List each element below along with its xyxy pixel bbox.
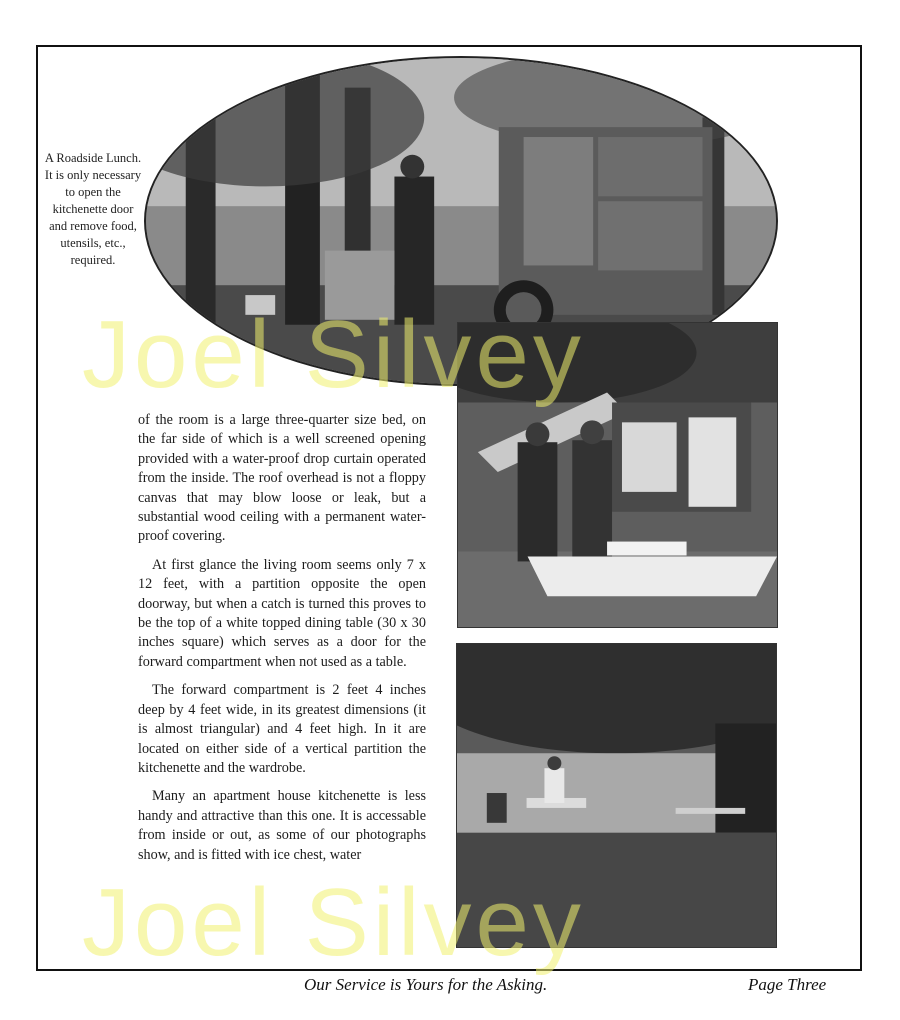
page-number: Page Three [748,975,827,994]
caption-title: A Roadside Lunch. [44,151,142,165]
footer-slogan: Our Service is Yours for the Asking. [304,975,548,994]
lakeside-camp-photo [456,643,777,948]
campers-at-kitchenette-photo [457,322,778,628]
paragraph: At first glance the living room seems only 7 x 12 feet, with a partition opposite the open doorway, but when a catch is turned this proves to be the top of a white topped dining table (30 x 30 inches square) which serves as a door for the forward compartment when not used as a table. [138,556,426,670]
caption-body: It is only necessary to open the kitchenette door and remove food, utensils, etc., required. [44,168,142,267]
paragraph: of the room is a large three-quarter size bed, on the far side of which is a well screened opening provided with a water-proof drop curtain operated from the inside. The roof overhead is not a floppy canvas that may blow loose or leak, but a substantial wood ceiling with a permanent water-proof covering. [138,412,426,545]
watermark: Joel Silvey [82,869,585,976]
paragraph: The forward compartment is 2 feet 4 inches deep by 4 feet wide, in its greatest dimensions (it is almost triangular) and 4 feet high. In it are located on either side of a vertical partition the kitchenette and the wardrobe. [138,682,426,776]
paragraph: Many an apartment house kitchenette is less handy and attractive than this one. It is accessable from inside or out, as some of our photographs show, and is fitted with ice chest, water [138,788,426,863]
photo-caption [42,150,144,269]
article-body [138,411,426,874]
watermark: Joel Silvey [82,301,585,408]
